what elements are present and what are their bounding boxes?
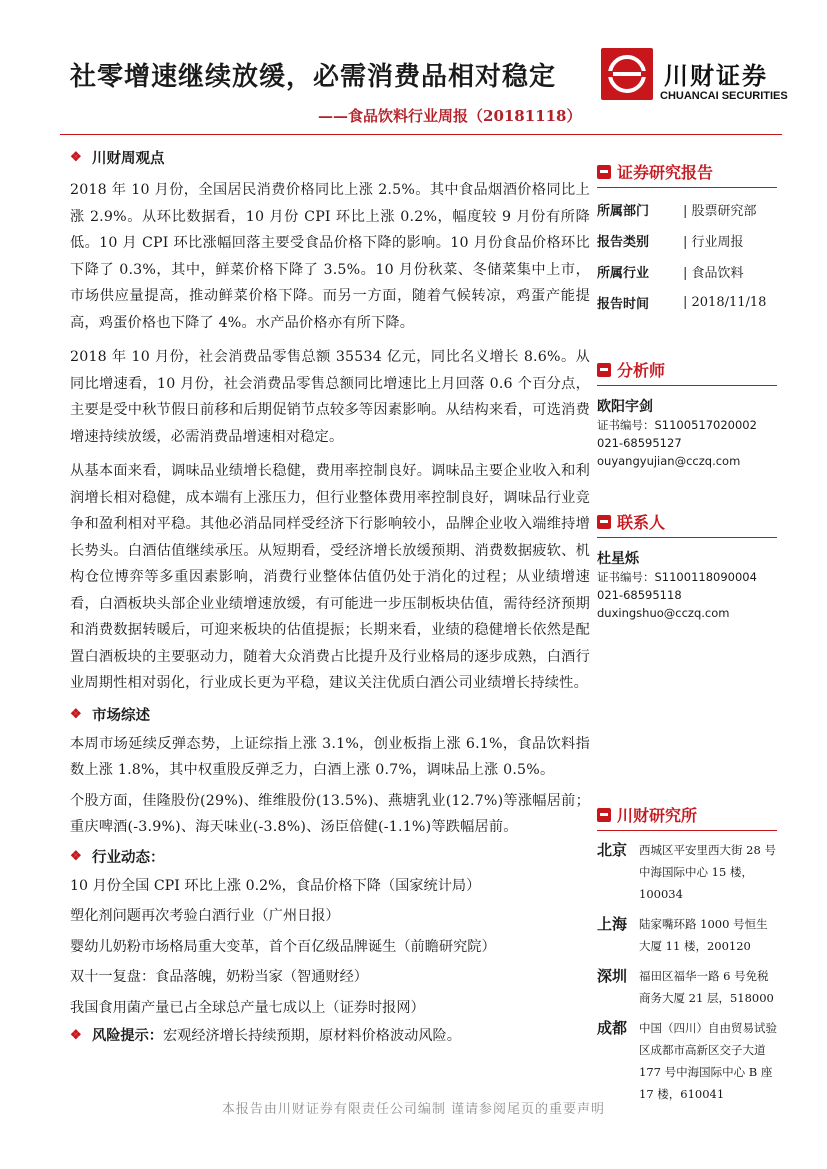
industry-news-item: 塑化剂问题再次考验白酒行业（广州日报） (70, 908, 340, 924)
market-paragraph: 本周市场延续反弹态势，上证综指上涨 3.1%，创业板指上涨 6.1%，食品饮料指数上涨 1.8%，其中权重股反弹乏力，白酒上涨 0.7%，调味品上涨 0.5%。 (70, 735, 590, 778)
contact-heading: 联系人 (597, 510, 777, 538)
info-row-industry: 所属行业 | 食品饮料 (597, 256, 777, 287)
view-paragraph: 2018 年 10 月份，全国居民消费价格同比上涨 2.5%。其中食品烟酒价格同比上涨 2.9%。从环比数据看，10 月份 CPI 环比上涨 0.2%，幅度较 9 月份有所降低。10 月 CPI 环比涨幅回落主要受食品价格下降的影响。10 月份食品价格环比下降了 0.3%，其中，鲜菜价格下降了 3.5%。10 月份秋菜、冬储菜集中上市，市场供应量提高，推动鲜菜价格下降。而另一方面，随着气候转凉，鸡蛋产能提高，鸡蛋价格也下降了 4%。水产品价格亦有所下降。 (70, 182, 590, 331)
contact-panel (597, 510, 777, 622)
main-content (70, 145, 590, 1047)
office-shanghai: 上海 陆家嘴环路 1000 号恒生大厦 11 楼，200120 (597, 915, 768, 953)
header-divider (60, 134, 782, 135)
view-paragraph: 从基本面来看，调味品业绩增长稳健，费用率控制良好。调味品主要企业收入和利润增长相对稳健，成本端有上涨压力，但行业整体费用率控制良好，调味品行业竞争和盈利相对平稳。其他必消品同样受经济下行影响较小，品牌企业收入端维持增长势头。白酒估值继续承压。从短期看，受经济增长放缓预期、消费数据疲软、机构仓位博弈等多重因素影响，消费行业整体估值仍处于消化的过程；从业绩增速看，白酒板块头部企业业绩增速放缓，有可能进一步压制板块估值，需待经济预期和消费数据转暖后，可迎来板块的估值提振；长期来看，业绩的稳健增长依然是配置白酒板块的主要驱动力，随着大众消费占比提升及行业格局的逐步成熟，白酒行业周期性相对弱化，行业成长更为平稳，建议关注优质白酒公司业绩增长持续性。 (70, 463, 590, 691)
section-heading-industry: ❖ 行业动态： (70, 849, 165, 866)
report-info-panel (597, 160, 777, 318)
contact-email[interactable]: duxingshuo@cczq.com (597, 606, 730, 620)
analyst-email[interactable]: ouyangyujian@cczq.com (597, 454, 741, 468)
report-subtitle: ——食品饮料行业周报（20181118） (318, 107, 582, 125)
market-paragraph: 个股方面，佳隆股份(29%)、维维股份(13.5%)、燕塘乳业(12.7%)等涨幅居前；重庆啤酒(-3.9%)、海天味业(-3.8%)、汤臣倍健(-1.1%)等跌幅居前。 (70, 792, 590, 835)
office-shenzhen: 深圳 福田区福华一路 6 号免税商务大厦 21 层，518000 (597, 967, 774, 1005)
info-row-department: 所属部门 | 股票研究部 (597, 194, 777, 225)
analyst-name: 欧阳宇剑 (597, 399, 653, 415)
industry-news-item: 我国食用菌产量已占全球总产量七成以上（证券时报网） (70, 999, 425, 1016)
risk-warning: ❖ 风险提示： 宏观经济增长持续预期，原材料价格波动风险。 (70, 1023, 590, 1047)
office-chengdu: 成都 中国（四川）自由贸易试验区成都市高新区交子大道 177 号中海国际中心 B 座 17 楼，610041 (597, 1019, 777, 1101)
company-logo-icon (601, 48, 653, 100)
analyst-panel (597, 358, 777, 470)
section-heading-market: ❖ 市场综述 (70, 707, 150, 724)
contact-phone: 021-68595118 (597, 588, 682, 602)
institute-icon (597, 808, 611, 822)
company-name: 川财证券 (664, 62, 768, 90)
contact-icon (597, 515, 611, 529)
report-title: 社零增速继续放缓，必需消费品相对稳定 (70, 62, 557, 92)
institute-panel (597, 803, 777, 1105)
analyst-phone: 021-68595127 (597, 436, 682, 450)
office-beijing: 北京 西城区平安里西大街 28 号中海国际中心 15 楼，100034 (597, 841, 776, 901)
industry-news-item: 10 月份全国 CPI 环比上涨 0.2%，食品价格下降（国家统计局） (70, 877, 481, 894)
section-heading-view: ❖ 川财周观点 (70, 149, 165, 167)
footer-disclaimer: 本报告由川财证券有限责任公司编制 谨请参阅尾页的重要声明 (221, 1102, 606, 1117)
risk-text: 宏观经济增长持续预期，原材料价格波动风险。 (162, 1028, 461, 1044)
report-info-heading: 证券研究报告 (597, 160, 777, 188)
industry-news-item: 婴幼儿奶粉市场格局重大变革，首个百亿级品牌诞生（前瞻研究院） (70, 938, 496, 955)
analyst-heading: 分析师 (597, 358, 777, 386)
industry-news-item: 双十一复盘：食品落魄，奶粉当家（智通财经） (70, 969, 368, 985)
info-row-date: 报告时间 | 2018/11/18 (597, 287, 777, 318)
institute-heading: 川财研究所 (597, 803, 777, 831)
diamond-bullet-icon: ❖ (70, 1027, 82, 1043)
diamond-bullet-icon: ❖ (70, 149, 82, 165)
contact-cert: 证书编号：S1100118090004 (597, 570, 757, 584)
company-name-en: CHUANCAI SECURITIES (660, 90, 788, 102)
info-row-category: 报告类别 | 行业周报 (597, 225, 777, 256)
view-paragraph: 2018 年 10 月份，社会消费品零售总额 35534 亿元，同比名义增长 8.6%。从同比增速看，10 月份，社会消费品零售总额同比增速比上月回落 0.6 个百分点，主要是受中秋节假日前移和后期促销节点较多等因素影响。从结构来看，可选消费增速持续放缓，必需消费品增速相对稳定。 (70, 349, 590, 445)
diamond-bullet-icon: ❖ (70, 707, 82, 722)
contact-name: 杜星烁 (597, 551, 639, 567)
report-icon (597, 165, 611, 179)
analyst-icon (597, 363, 611, 377)
analyst-cert: 证书编号：S1100517020002 (597, 418, 757, 432)
diamond-bullet-icon: ❖ (70, 849, 82, 864)
